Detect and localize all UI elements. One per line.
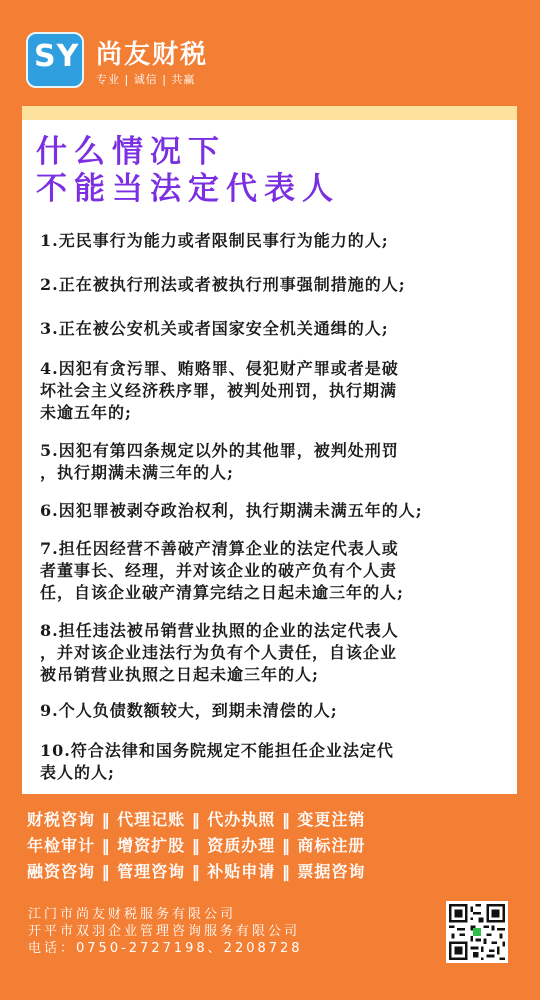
list-item: 9.个人负债数额较大，到期未清偿的人;: [40, 701, 338, 720]
services-list: [27, 807, 517, 885]
title-line-2: 不能当法定代表人: [36, 171, 340, 207]
company-name-1: 江门市尚友财税服务有限公司: [28, 907, 237, 922]
list-item: 4.因犯有贪污罪、贿赂罪、侵犯财产罪或者是破 坏社会主义经济秩序罪，被判处刑罚，执行期满 未逾五年的;: [40, 359, 399, 422]
list-item: 3.正在被公安机关或者国家安全机关通缉的人;: [40, 319, 389, 338]
list-item: 7.担任因经营不善破产清算企业的法定代表人或 者董事长、经理，并对该企业的破产负有个人责 任，自该企业破产清算完结之日起未逾三年的人;: [40, 539, 404, 602]
contact-info: [28, 906, 303, 957]
list-item: 10.符合法律和国务院规定不能担任企业法定代 表人的人;: [40, 741, 394, 782]
phone-number: 电话：0750-2727198、2208728: [28, 941, 303, 956]
title-line-1: 什么情况下: [36, 134, 226, 170]
logo-text: SY: [34, 39, 80, 74]
services-row: 财税咨询 ‖ 代理记账 ‖ 代办执照 ‖ 变更注销: [27, 810, 366, 829]
services-row: 年检审计 ‖ 增资扩股 ‖ 资质办理 ‖ 商标注册: [27, 836, 366, 855]
list-item: 6.因犯罪被剥夺政治权利，执行期满未满五年的人;: [40, 501, 423, 520]
list-item: 1.无民事行为能力或者限制民事行为能力的人;: [40, 231, 389, 250]
sy-logo-icon: [26, 32, 84, 88]
services-row: 融资咨询 ‖ 管理咨询 ‖ 补贴申请 ‖ 票据咨询: [27, 862, 366, 881]
brand-header: [26, 32, 326, 92]
content-card: [22, 106, 517, 794]
brand-name: 尚友财税: [96, 40, 209, 70]
list-item: 2.正在被执行刑法或者被执行刑事强制措施的人;: [40, 275, 406, 294]
company-name-2: 开平市双羽企业管理咨询服务有限公司: [28, 924, 301, 939]
qr-code-icon: [446, 901, 508, 963]
list-item: 8.担任违法被吊销营业执照的企业的法定代表人 ，并对该企业违法行为负有个人责任，自该企业 被吊销营业执照之日起未逾三年的人;: [40, 621, 399, 684]
brand-slogan: 专业 | 诚信 | 共赢: [96, 73, 196, 86]
list-item: 5.因犯有第四条规定以外的其他罪，被判处刑罚 ，执行期满未满三年的人;: [40, 441, 399, 482]
page-title: [36, 134, 340, 208]
